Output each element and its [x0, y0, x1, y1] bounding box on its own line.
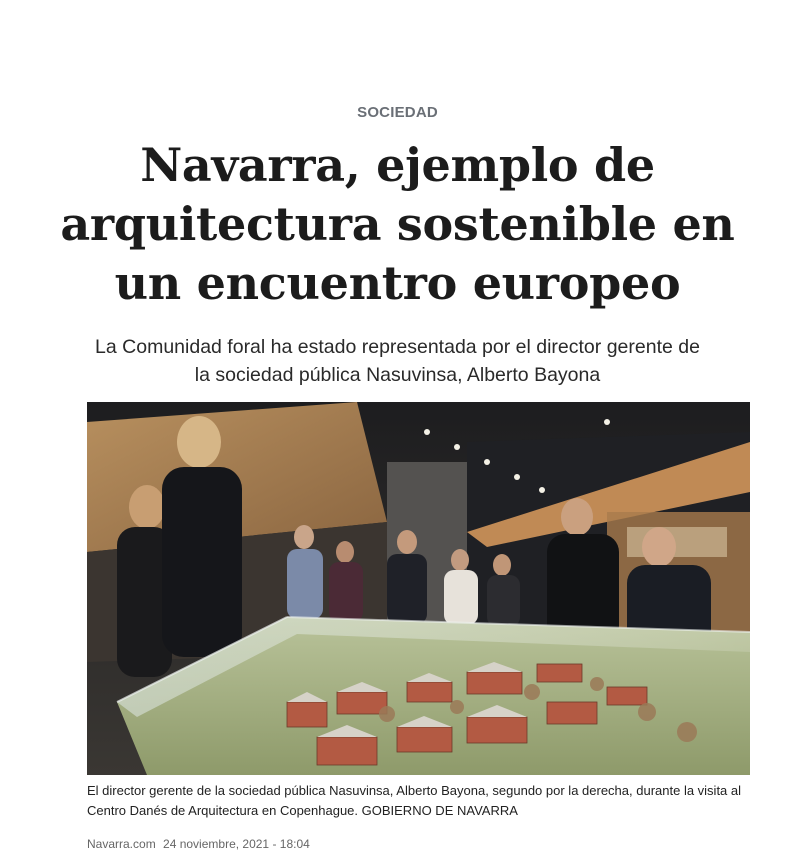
- article-photo: [87, 402, 750, 775]
- article-headline: Navarra, ejemplo de arquitectura sostenible en un encuentro europeo: [60, 138, 735, 310]
- article-source[interactable]: Navarra.com: [87, 837, 156, 851]
- article-meta: [87, 837, 314, 851]
- article-subtitle: La Comunidad foral ha estado representada por el director gerente de la sociedad pública Nasuvinsa, Alberto Bayona: [95, 336, 700, 386]
- article-date: 24 noviembre, 2021 - 18:04: [163, 837, 310, 851]
- section-label[interactable]: SOCIEDAD: [357, 104, 438, 121]
- photo-illustration: [87, 402, 750, 775]
- photo-caption: El director gerente de la sociedad pública Nasuvinsa, Alberto Bayona, segundo por la derecha, durante la visita al Centro Danés de Arquitectura en Copenhague. GOBIERNO DE NAVARRA: [87, 783, 742, 818]
